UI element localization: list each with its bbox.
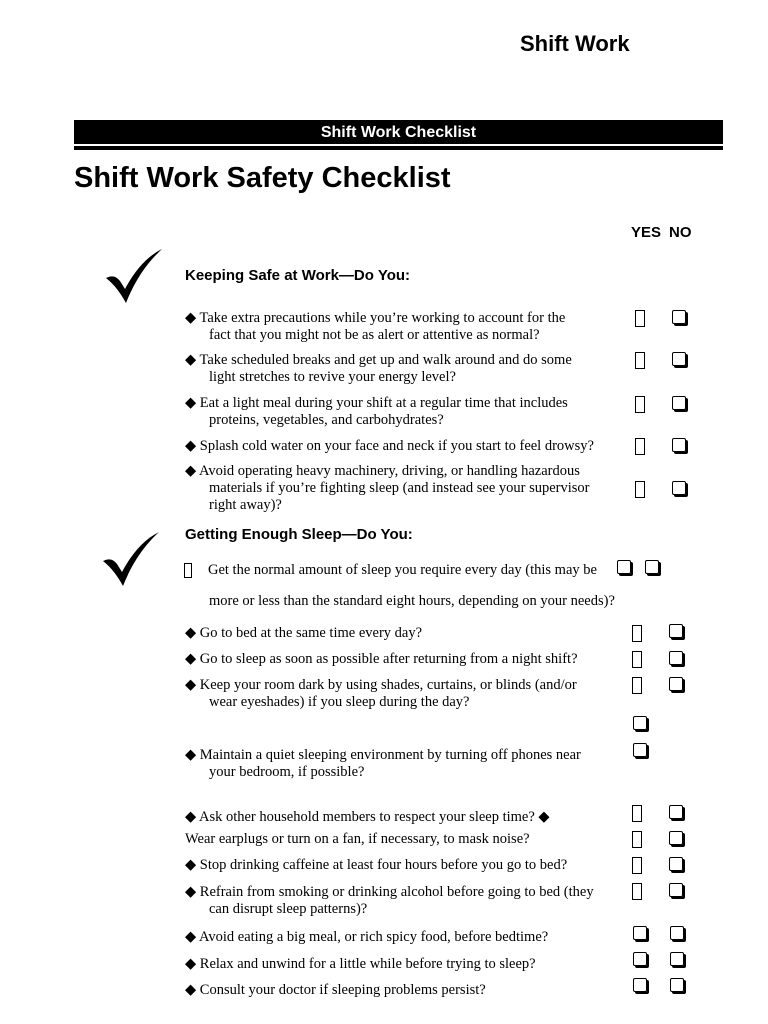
yes-column-header: YES xyxy=(631,224,662,241)
list-item xyxy=(185,956,536,973)
yes-placeholder-glyph-icon[interactable] xyxy=(635,481,645,498)
yes-checkbox-icon[interactable] xyxy=(633,978,647,992)
list-item xyxy=(185,831,530,848)
item-text-line: ◆ Stop drinking caffeine at least four hours before you go to bed? xyxy=(185,857,568,873)
yes-placeholder-glyph-icon[interactable] xyxy=(632,805,642,822)
yes-checkbox-icon[interactable] xyxy=(633,952,647,966)
item-text-line: ◆ Relax and unwind for a little while before trying to sleep? xyxy=(185,956,536,972)
item-text-line: ◆ Maintain a quiet sleeping environment by turning off phones near xyxy=(185,747,581,763)
yes-checkbox-icon[interactable] xyxy=(617,560,631,574)
item-text-line: wear eyeshades) if you sleep during the day? xyxy=(209,694,470,710)
item-text-line: more or less than the standard eight hours, depending on your needs)? xyxy=(209,593,615,609)
checklist-banner: Shift Work Checklist xyxy=(74,120,723,144)
list-item xyxy=(185,651,578,668)
item-text-line: ◆ Ask other household members to respect your sleep time? ◆ xyxy=(185,809,550,825)
item-text-line: ◆ Refrain from smoking or drinking alcohol before going to bed (they xyxy=(185,884,594,900)
list-item xyxy=(185,747,581,781)
item-text-line: materials if you’re fighting sleep (and instead see your supervisor xyxy=(209,480,590,496)
list-item xyxy=(208,562,597,579)
list-item xyxy=(185,929,548,946)
yes-placeholder-glyph-icon[interactable] xyxy=(632,625,642,642)
yes-placeholder-glyph-icon[interactable] xyxy=(632,651,642,668)
item-text-line: ◆ Splash cold water on your face and neck if you start to feel drowsy? xyxy=(185,438,594,454)
item-text-line: ◆ Avoid operating heavy machinery, driving, or handling hazardous xyxy=(185,463,580,479)
no-checkbox-icon[interactable] xyxy=(670,926,684,940)
yes-checkbox-icon[interactable] xyxy=(633,926,647,940)
item-text-line: light stretches to revive your energy level? xyxy=(209,369,456,385)
list-item xyxy=(185,352,572,386)
no-column-header: NO xyxy=(669,224,692,241)
item-text-line: your bedroom, if possible? xyxy=(209,764,365,780)
list-item xyxy=(185,463,590,514)
list-item xyxy=(185,677,577,711)
no-checkbox-icon[interactable] xyxy=(669,677,683,691)
list-item xyxy=(185,310,565,344)
no-checkbox-icon[interactable] xyxy=(669,624,683,638)
item-text-line: ◆ Take extra precautions while you’re working to account for the xyxy=(185,310,566,326)
list-item xyxy=(185,438,594,455)
item-text-line: ◆ Keep your room dark by using shades, curtains, or blinds (and/or xyxy=(185,677,577,693)
list-item xyxy=(185,857,567,874)
list-item xyxy=(185,884,594,918)
no-checkbox-icon[interactable] xyxy=(670,978,684,992)
list-item xyxy=(185,809,550,826)
item-text-line: can disrupt sleep patterns)? xyxy=(209,901,368,917)
item-text-line: ◆ Eat a light meal during your shift at a regular time that includes xyxy=(185,395,568,411)
item-text-line: Get the normal amount of sleep you require every day (this may be xyxy=(208,562,597,578)
yes-placeholder-glyph-icon[interactable] xyxy=(635,310,645,327)
placeholder-glyph-icon xyxy=(184,563,192,578)
no-checkbox-icon[interactable] xyxy=(672,396,686,410)
yes-placeholder-glyph-icon[interactable] xyxy=(632,857,642,874)
yes-placeholder-glyph-icon[interactable] xyxy=(632,677,642,694)
no-checkbox-icon[interactable] xyxy=(669,651,683,665)
no-checkbox-icon[interactable] xyxy=(669,805,683,819)
checkmark-icon xyxy=(104,248,164,304)
page-title: Shift Work Safety Checklist xyxy=(74,162,451,194)
no-checkbox-icon[interactable] xyxy=(672,438,686,452)
no-checkbox-icon[interactable] xyxy=(670,952,684,966)
list-item xyxy=(209,593,615,610)
no-checkbox-icon[interactable] xyxy=(669,857,683,871)
yes-placeholder-glyph-icon[interactable] xyxy=(635,352,645,369)
banner-divider xyxy=(74,146,723,150)
yes-placeholder-glyph-icon[interactable] xyxy=(632,883,642,900)
no-checkbox-icon[interactable] xyxy=(669,883,683,897)
list-item xyxy=(185,395,568,429)
no-checkbox-icon[interactable] xyxy=(669,831,683,845)
document-header-title: Shift Work xyxy=(520,31,630,56)
item-text-line: Wear earplugs or turn on a fan, if necessary, to mask noise? xyxy=(185,831,530,847)
yes-checkbox-icon[interactable] xyxy=(633,743,647,757)
yes-placeholder-glyph-icon[interactable] xyxy=(635,438,645,455)
no-checkbox-icon[interactable] xyxy=(672,310,686,324)
no-checkbox-icon[interactable] xyxy=(645,560,659,574)
no-checkbox-icon[interactable] xyxy=(672,481,686,495)
yes-checkbox-icon[interactable] xyxy=(633,716,647,730)
item-text-line: ◆ Go to sleep as soon as possible after returning from a night shift? xyxy=(185,651,578,667)
checkmark-icon xyxy=(101,531,161,587)
yes-placeholder-glyph-icon[interactable] xyxy=(632,831,642,848)
item-text-line: right away)? xyxy=(209,497,282,513)
section-heading-safe-at-work: Keeping Safe at Work—Do You: xyxy=(185,267,411,284)
no-checkbox-icon[interactable] xyxy=(672,352,686,366)
list-item xyxy=(185,982,486,999)
section-heading-enough-sleep: Getting Enough Sleep—Do You: xyxy=(185,526,413,543)
item-text-line: ◆ Avoid eating a big meal, or rich spicy food, before bedtime? xyxy=(185,929,549,945)
list-item xyxy=(185,625,422,642)
item-text-line: ◆ Consult your doctor if sleeping problems persist? xyxy=(185,982,486,998)
item-text-line: fact that you might not be as alert or attentive as normal? xyxy=(209,327,540,343)
item-text-line: ◆ Take scheduled breaks and get up and walk around and do some xyxy=(185,352,572,368)
yes-placeholder-glyph-icon[interactable] xyxy=(635,396,645,413)
item-text-line: ◆ Go to bed at the same time every day? xyxy=(185,625,423,641)
item-text-line: proteins, vegetables, and carbohydrates? xyxy=(209,412,444,428)
